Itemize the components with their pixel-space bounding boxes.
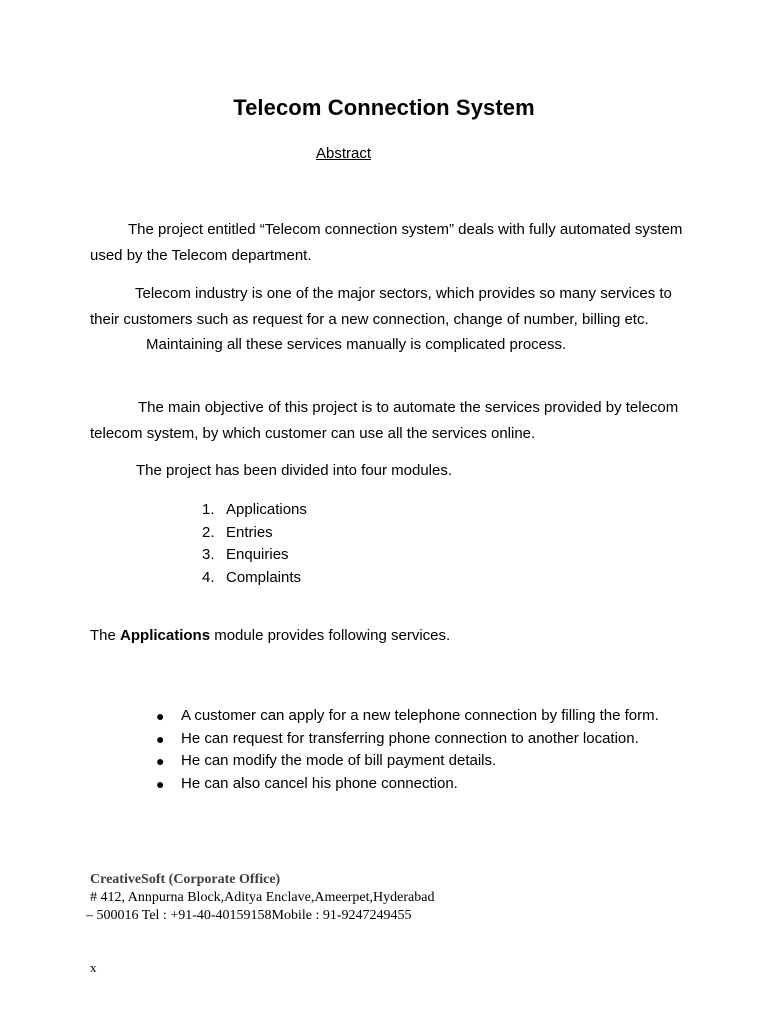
list-item: ● He can modify the mode of bill payment details. <box>156 750 676 773</box>
paragraph-industry <box>90 281 690 358</box>
list-item: ● A customer can apply for a new telephone connection by filling the form. <box>156 705 676 728</box>
paragraph-industry-text: Telecom industry is one of the major sectors, which provides so many services to their customers such as request for a new connection, change of number, billing etc. <box>90 285 672 328</box>
paragraph-objective: The main objective of this project is to automate the services provided by telecom telecom system, by which customer can use all the services online. <box>90 399 679 442</box>
page-mark: x <box>90 960 97 975</box>
services-list <box>156 705 676 795</box>
bullet-icon: ● <box>156 775 165 792</box>
bullet-icon: ● <box>156 753 165 769</box>
list-item: 1. Applications <box>202 501 307 518</box>
applications-bold: Applications <box>120 627 211 644</box>
document-title: Telecom Connection System <box>233 95 535 120</box>
list-item: ● He can request for transferring phone connection to another location. <box>156 728 676 751</box>
address-line-1: # 412, Annpurna Block,Aditya Enclave,Ameerpet,Hyderabad <box>90 890 435 905</box>
list-item: 4. Complaints <box>202 568 302 586</box>
bullet-icon: ● <box>156 708 165 724</box>
list-item: 3. Enquiries <box>202 546 289 563</box>
list-item: ● He can also cancel his phone connection. <box>156 773 676 796</box>
list-item: 2. Entries <box>202 523 273 541</box>
company-name: CreativeSoft (Corporate Office) <box>90 872 281 887</box>
paragraph-industry-manual: Maintaining all these services manually is complicated process. <box>146 336 567 353</box>
footer-address <box>86 871 435 925</box>
applications-module-line: The Applications module provides following services. <box>90 627 451 644</box>
modules-list <box>202 499 307 589</box>
bullet-icon: ● <box>156 730 165 747</box>
modules-intro: The project has been divided into four modules. <box>136 462 453 479</box>
abstract-heading: Abstract <box>316 145 372 162</box>
address-line-2: – 500016 Tel : +91-40-40159158Mobile : 91-9247249455 <box>86 908 412 923</box>
paragraph-intro: The project entitled “Telecom connection system” deals with fully automated system used by the Telecom department. <box>90 221 683 264</box>
